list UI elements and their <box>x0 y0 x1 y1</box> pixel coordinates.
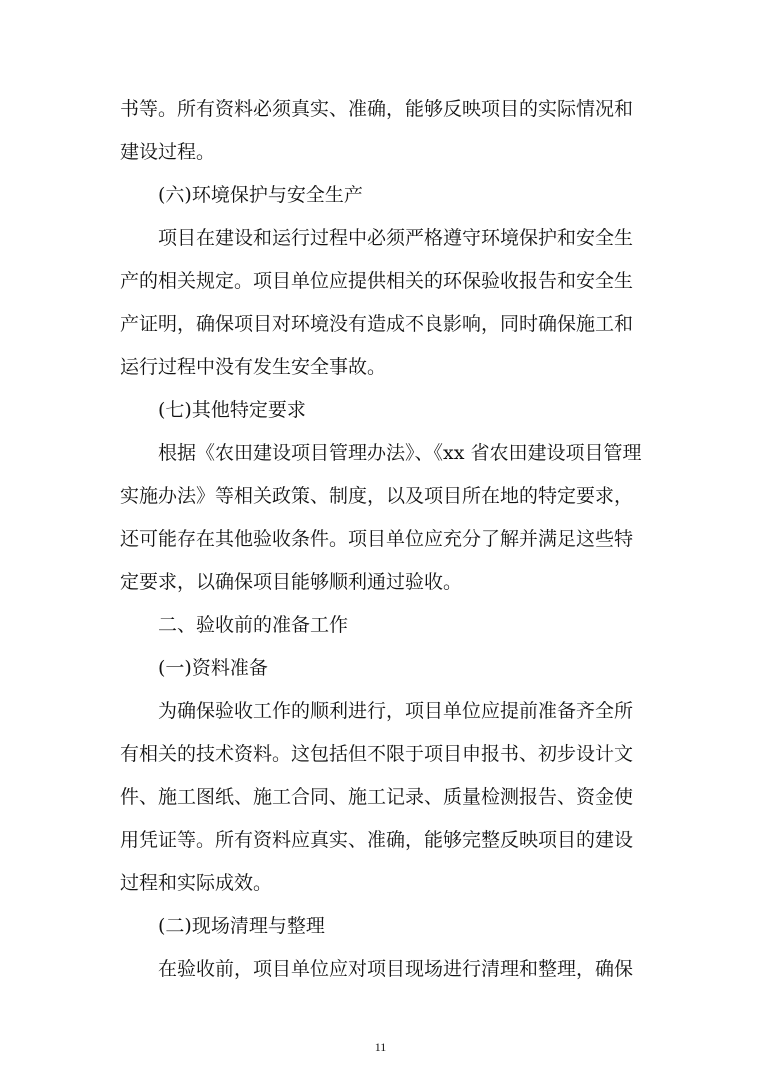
text-line: 实施办法》等相关政策、制度，以及项目所在地的特定要求， <box>120 485 634 507</box>
text-line: 过程和实际成效。 <box>120 872 273 894</box>
text-line: 书等。所有资料必须真实、准确，能够反映项目的实际情况和 <box>120 98 634 120</box>
text-line: 建设过程。 <box>120 141 216 163</box>
text-line: 运行过程中没有发生安全事故。 <box>120 356 387 378</box>
text-line: 定要求，以确保项目能够顺利通过验收。 <box>120 571 463 593</box>
text-line: 产证明，确保项目对环境没有造成不良影响，同时确保施工和 <box>120 313 634 335</box>
section-heading: (一)资料准备 <box>158 657 268 679</box>
text-line: 项目在建设和运行过程中必须严格遵守环境保护和安全生 <box>158 227 634 249</box>
text-line: 为确保验收工作的顺利进行，项目单位应提前准备齐全所 <box>158 700 634 722</box>
chapter-heading: 二、验收前的准备工作 <box>158 614 349 636</box>
page-number: 11 <box>374 1040 387 1054</box>
section-heading: (六)环境保护与安全生产 <box>158 184 363 206</box>
text-line: 有相关的技术资料。这包括但不限于项目申报书、初步设计文 <box>120 743 634 765</box>
text-line: 用凭证等。所有资料应真实、准确，能够完整反映项目的建设 <box>120 829 634 851</box>
text-line: 件、施工图纸、施工合同、施工记录、质量检测报告、资金使 <box>120 786 634 808</box>
text-line: 产的相关规定。项目单位应提供相关的环保验收报告和安全生 <box>120 270 634 292</box>
section-heading: (二)现场清理与整理 <box>158 915 325 937</box>
text-line: 根据《农田建设项目管理办法》、《xx 省农田建设项目管理 <box>158 442 642 464</box>
text-line: 还可能存在其他验收条件。项目单位应充分了解并满足这些特 <box>120 528 634 550</box>
text-line: 在验收前，项目单位应对项目现场进行清理和整理，确保 <box>158 958 634 980</box>
section-heading: (七)其他特定要求 <box>158 399 306 421</box>
